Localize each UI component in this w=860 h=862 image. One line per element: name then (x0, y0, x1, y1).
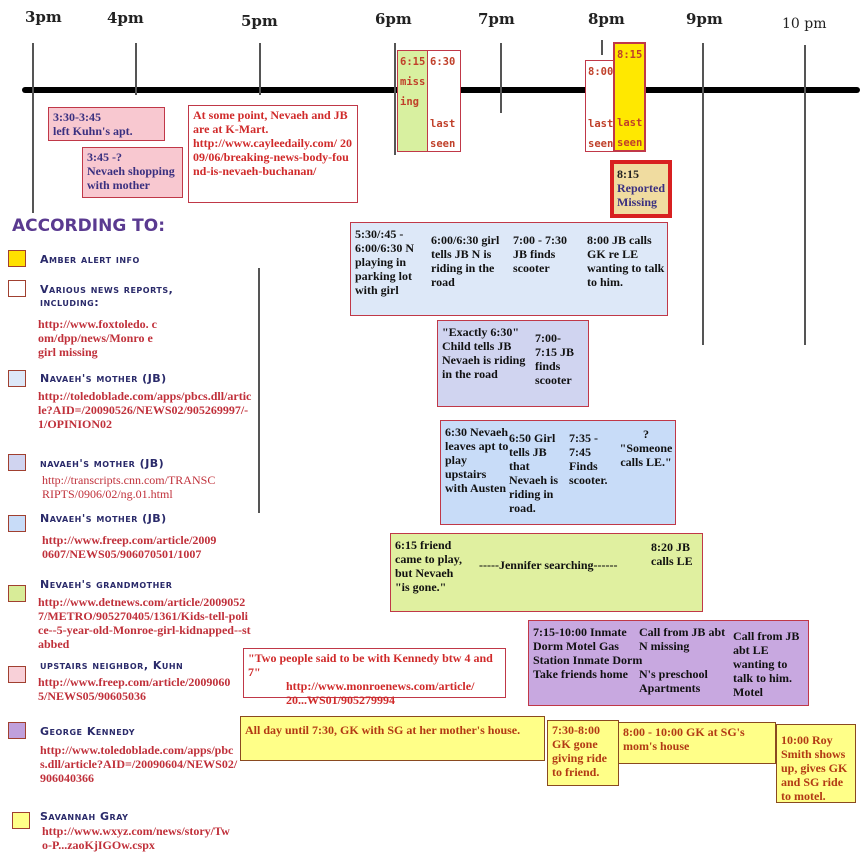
hour-label: 5pm (241, 12, 278, 30)
legend-label: Amber alert info (40, 253, 140, 266)
event-entry: 10:00 Roy Smith shows up, gives GK and SG ride to motel. (781, 733, 848, 803)
tick-10pm (804, 45, 806, 345)
legend-source-link[interactable]: http://www.wxyz.com/news/story/Two-P...zaoKjIGOw.cspx (42, 824, 230, 852)
event-entry: 7:00 - 7:30 JB finds scooter (513, 233, 567, 275)
box-text: Nevaeh shopping with mother (87, 164, 175, 192)
sg-account-ride (547, 720, 619, 786)
legend-source-link[interactable]: http://www.detnews.com/article/20090527/METRO/905270405/1361/Kids-tell-police--5-year-old-Monroe-girl-kidnapped--stabbed (38, 595, 251, 651)
hour-label: 8pm (588, 10, 625, 28)
event-entry: Call from JB abt N missing N's preschool Apartments (639, 625, 726, 695)
legend-swatch (8, 250, 26, 267)
marker-time: 8:15 (617, 49, 643, 61)
legend-label: Navaeh's mother (JB) (40, 512, 167, 525)
legend-swatch (8, 666, 26, 683)
event-entry: 6:50 Girl tells JB that Nevaeh is riding in road. (509, 431, 558, 515)
source-link[interactable]: http://www.cayleedaily.com/ 2009/06/breaking-news-body-found-is-nevaeh-buchanan/ (193, 136, 352, 178)
event-entry: ? "Someone calls LE." (619, 427, 673, 469)
box-time: 3:30-3:45 (53, 110, 101, 124)
box-time: 8:15 (617, 167, 639, 181)
legend-source-link[interactable]: http://toledoblade.com/apps/pbcs.dll/article?AID=/20090526/NEWS02/905269997/-1/OPINION02 (38, 389, 252, 431)
grandmother-account (390, 533, 703, 612)
marker-text: seen (617, 137, 643, 149)
legend-source-link[interactable]: http://www.freep.com/article/20090605/NEWS05/90605036 (38, 675, 231, 703)
hour-label: 7pm (478, 10, 515, 28)
marker-815-last-seen (613, 42, 646, 152)
event-entry: 8:00 - 10:00 GK at SG's mom's house (623, 725, 745, 753)
hour-label: 6pm (375, 10, 412, 28)
legend-label: Various news reports, including: (40, 283, 174, 309)
event-entry: 7:15-10:00 Inmate Dorm Motel Gas Station Inmate Dorm Take friends home (533, 625, 643, 681)
legend-label: Savannah Gray (40, 810, 129, 823)
box-shopping (82, 147, 183, 198)
legend-title: ACCORDING TO: (12, 216, 166, 236)
mother-account-1 (350, 222, 668, 316)
marker-text: last (430, 118, 456, 130)
event-entry: 5:30/:45 - 6:00/6:30 N playing in parking lot with girl (355, 227, 414, 297)
box-text: Reported Missing (617, 181, 665, 209)
event-entry: 6:00/6:30 girl tells JB N is riding in the road (431, 233, 500, 289)
sg-account-moms-house (618, 722, 776, 764)
event-entry: 7:35 - 7:45 Finds scooter. (569, 431, 608, 487)
legend-label: navaeh's mother (JB) (40, 457, 165, 470)
sg-account-roy-smith (776, 724, 856, 803)
tick-9pm (702, 43, 704, 345)
marker-time: 6:15 (400, 56, 426, 68)
kennedy-quote-box (243, 648, 506, 707)
marker-text: last (588, 118, 614, 130)
marker-time: 8:00 (588, 66, 614, 78)
marker-615-missing (397, 50, 428, 152)
marker-time: 6:30 (430, 56, 456, 68)
divider-line (258, 268, 260, 513)
tick-5pm (259, 43, 261, 95)
box-time: 3:45 -? (87, 150, 122, 164)
event-entry: 8:20 JB calls LE (651, 540, 693, 568)
legend-swatch (8, 585, 26, 602)
george-kennedy-account (528, 620, 809, 706)
box-text: At some point, Nevaeh and JB are at K-Mart. (193, 108, 348, 136)
legend-source-link[interactable]: http://www.freep.com/article/20090607/NEWS05/906070501/1007 (42, 533, 217, 561)
mother-account-2 (437, 320, 589, 407)
legend-label: George Kennedy (40, 725, 136, 738)
hour-label: 4pm (107, 9, 144, 27)
tick-6pm (394, 43, 396, 155)
legend-label: Nevaeh's grandmother (40, 578, 173, 591)
legend-swatch (12, 812, 30, 829)
event-entry: 7:30-8:00 GK gone giving ride to friend. (552, 723, 608, 779)
box-reported-missing (610, 160, 672, 218)
marker-text: ing (400, 96, 419, 108)
legend-swatch (8, 454, 26, 471)
box-left-kuhn (48, 107, 165, 141)
event-entry: -----Jennifer searching------ (479, 558, 618, 572)
box-kmart (188, 105, 358, 203)
event-entry: 7:00- 7:15 JB finds scooter (535, 331, 574, 387)
legend-swatch (8, 280, 26, 297)
tick-8pm (601, 40, 603, 55)
hour-label: 9pm (686, 10, 723, 28)
marker-text: seen (588, 138, 614, 150)
event-entry: 8:00 JB calls GK re LE wanting to talk to him. (587, 233, 665, 289)
legend-swatch (8, 370, 26, 387)
tick-4pm (135, 43, 137, 95)
tick-7pm (500, 43, 502, 113)
event-entry: All day until 7:30, GK with SG at her mother's house. (245, 723, 521, 737)
mother-account-3 (440, 420, 676, 525)
tick-3pm (32, 43, 34, 213)
source-link[interactable]: http://www.monroenews.com/article/ 20...WS01/905279994 (286, 679, 475, 707)
event-entry: "Exactly 6:30" Child tells JB Nevaeh is riding in the road (442, 325, 526, 381)
legend-source-link[interactable]: http://transcripts.cnn.com/TRANSCRIPTS/0906/02/ng.01.html (42, 473, 216, 501)
quote-text: "Two people said to be with Kennedy btw 4 and 7" (248, 651, 493, 679)
event-entry: 6:15 friend came to play, but Nevaeh "is gone." (395, 538, 462, 594)
marker-630-last-seen (427, 50, 461, 152)
marker-800-last-seen (585, 60, 614, 152)
legend-swatch (8, 722, 26, 739)
sg-account-all-day (240, 716, 545, 761)
hour-label: 10 pm (782, 16, 827, 32)
legend-source-link[interactable]: http://www.toledoblade.com/apps/pbcs.dll/article?AID=/20090604/NEWS02/906040366 (40, 743, 238, 785)
marker-text: last (617, 117, 643, 129)
event-entry: 6:30 Nevaeh leaves apt to play upstairs with Austen (445, 425, 509, 495)
event-entry: Call from JB abt LE wanting to talk to him. Motel (733, 629, 800, 699)
hour-label: 3pm (25, 8, 62, 26)
legend-label: Navaeh's mother (JB) (40, 372, 167, 385)
legend-source-link[interactable]: http://www.foxtoledo. com/dpp/news/Monro e girl missing (38, 317, 157, 359)
marker-text: seen (430, 138, 456, 150)
legend-label: upstairs neighbor, Kuhn (40, 659, 184, 672)
marker-text: miss (400, 76, 426, 88)
legend-swatch (8, 515, 26, 532)
box-text: left Kuhn's apt. (53, 124, 133, 138)
